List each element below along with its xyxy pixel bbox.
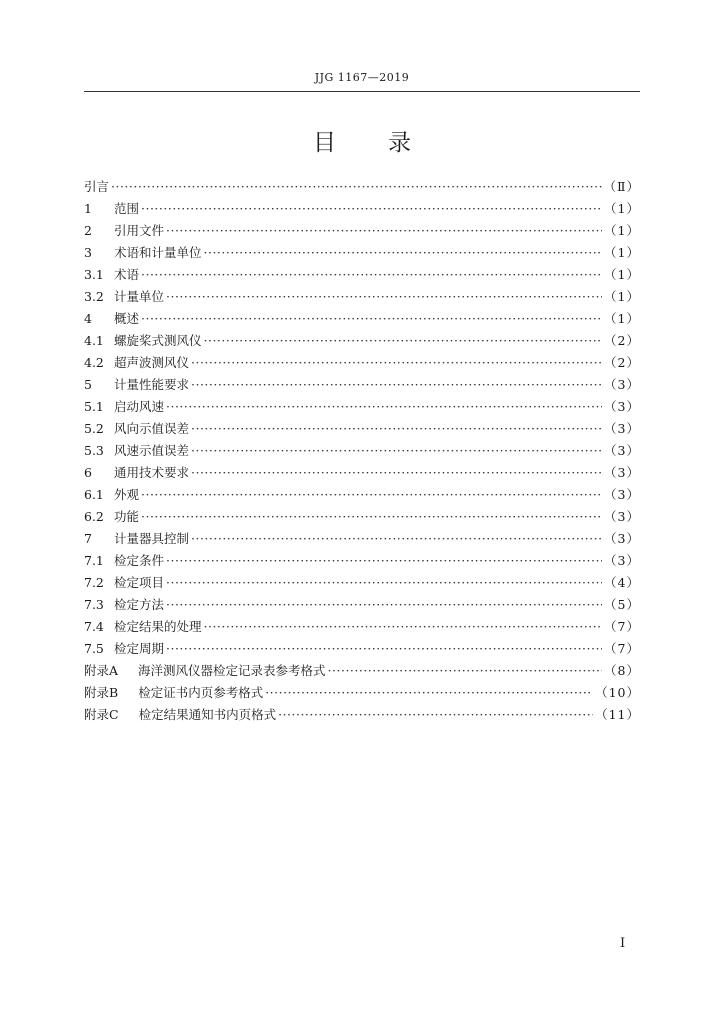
toc-entry-number: 7.5	[84, 641, 104, 656]
toc-leader-dots	[204, 616, 603, 638]
toc-entry-number: 6.2	[84, 509, 104, 524]
toc-entry-label: 螺旋桨式测风仪	[114, 333, 202, 348]
toc-entry-3[interactable]	[84, 242, 640, 264]
toc-entry-number: 附录C	[84, 707, 119, 722]
toc-entry-label: 引用文件	[114, 223, 165, 238]
toc-entry-3-2[interactable]	[84, 286, 640, 308]
toc-entry-label: 计量性能要求	[114, 377, 190, 392]
toc-entry-label: 检定结果的处理	[114, 619, 202, 634]
toc-entry-2[interactable]	[84, 220, 640, 242]
toc-entry-page: （4）	[604, 575, 640, 590]
toc-entry-page: （3）	[604, 553, 640, 568]
toc-leader-dots	[141, 198, 602, 220]
toc-entry-6[interactable]	[84, 462, 640, 484]
toc-leader-dots	[166, 638, 602, 660]
toc-leader-dots	[191, 352, 602, 374]
toc-entry-7-4[interactable]	[84, 616, 640, 638]
toc-leader-dots	[141, 264, 602, 286]
toc-leader-dots	[166, 396, 602, 418]
toc-leader-dots	[166, 220, 602, 242]
toc-entry-7-3[interactable]	[84, 594, 640, 616]
toc-entry-number: 1	[84, 201, 92, 216]
toc-entry-label: 概述	[114, 311, 140, 326]
toc-entry-label: 范围	[114, 201, 140, 216]
header-divider	[84, 91, 640, 92]
toc-entry-number: 7	[84, 531, 92, 546]
toc-entry-page: （3）	[604, 531, 640, 546]
toc-leader-dots	[191, 374, 602, 396]
toc-entry-5-2[interactable]	[84, 418, 640, 440]
toc-entry-preface[interactable]	[84, 176, 640, 198]
toc-entry-label: 计量单位	[114, 289, 165, 304]
toc-entry-page: （7）	[604, 641, 640, 656]
toc-entry-number: 4.2	[84, 355, 104, 370]
toc-leader-dots	[141, 506, 602, 528]
toc-leader-dots	[166, 594, 602, 616]
toc-entry-number: 附录A	[84, 663, 119, 678]
toc-entry-number: 3.2	[84, 289, 104, 304]
toc-entry-number: 2	[84, 223, 92, 238]
toc-entry-label: 功能	[114, 509, 140, 524]
toc-entry-page: （3）	[604, 443, 640, 458]
toc-entry-page: （7）	[604, 619, 640, 634]
toc-entry-number: 6.1	[84, 487, 104, 502]
toc-entry-page: （1）	[604, 289, 640, 304]
toc-leader-dots	[166, 286, 602, 308]
toc-entry-6-2[interactable]	[84, 506, 640, 528]
toc-entry-page: （2）	[604, 355, 640, 370]
toc-entry-page: （5）	[604, 597, 640, 612]
toc-entry-page: （1）	[604, 223, 640, 238]
toc-entry-label: 超声波测风仪	[114, 355, 190, 370]
toc-entry-label: 检定结果通知书内页格式	[138, 707, 277, 722]
toc-title-char-1: 目	[313, 130, 336, 156]
toc-leader-dots	[191, 418, 602, 440]
toc-entry-page: （Ⅱ）	[603, 179, 640, 194]
toc-leader-dots	[141, 308, 602, 330]
toc-entry-number: 5.3	[84, 443, 104, 458]
toc-leader-dots	[141, 484, 602, 506]
toc-leader-dots	[166, 550, 602, 572]
toc-entry-label: 引言	[84, 179, 110, 194]
toc-leader-dots	[265, 682, 593, 704]
toc-entry-label: 通用技术要求	[114, 465, 190, 480]
toc-leader-dots	[191, 462, 602, 484]
toc-entry-label: 计量器具控制	[114, 531, 190, 546]
toc-leader-dots	[204, 242, 603, 264]
toc-entry-number: 4.1	[84, 333, 104, 348]
toc-entry-page: （3）	[604, 465, 640, 480]
toc-entry-page: （1）	[604, 311, 640, 326]
toc-entry-page: （1）	[604, 201, 640, 216]
toc-entry-label: 检定条件	[114, 553, 165, 568]
toc-entry-6-1[interactable]	[84, 484, 640, 506]
toc-entry-page: （10）	[595, 685, 640, 700]
toc-leader-dots	[278, 704, 593, 726]
toc-entry-number: 7.1	[84, 553, 104, 568]
toc-entry-1[interactable]	[84, 198, 640, 220]
toc-entry-label: 海洋测风仪器检定记录表参考格式	[138, 663, 326, 678]
toc-leader-dots	[111, 176, 601, 198]
table-of-contents	[84, 176, 640, 726]
toc-entry-7-1[interactable]	[84, 550, 640, 572]
standard-code-header: JJG 1167—2019	[314, 71, 410, 84]
toc-entry-page: （8）	[604, 663, 640, 678]
page-number: I	[620, 936, 626, 951]
toc-entry-number: 5.1	[84, 399, 104, 414]
toc-entry-label: 风向示值误差	[114, 421, 190, 436]
toc-entry-label: 外观	[114, 487, 140, 502]
toc-entry-number: 7.4	[84, 619, 104, 634]
toc-leader-dots	[191, 440, 602, 462]
toc-entry-7-2[interactable]	[84, 572, 640, 594]
toc-entry-page: （3）	[604, 487, 640, 502]
toc-entry-7-5[interactable]	[84, 638, 640, 660]
toc-entry-label: 术语	[114, 267, 140, 282]
toc-entry-number: 4	[84, 311, 92, 326]
toc-entry-label: 术语和计量单位	[114, 245, 202, 260]
toc-entry-label: 风速示值误差	[114, 443, 190, 458]
toc-entry-page: （3）	[604, 377, 640, 392]
toc-entry-5-1[interactable]	[84, 396, 640, 418]
toc-entry-5[interactable]	[84, 374, 640, 396]
toc-entry-page: （1）	[604, 245, 640, 260]
toc-entry-7[interactable]	[84, 528, 640, 550]
toc-entry-page: （1）	[604, 267, 640, 282]
toc-entry-page: （3）	[604, 399, 640, 414]
toc-entry-4-1[interactable]	[84, 330, 640, 352]
toc-entry-number: 7.2	[84, 575, 104, 590]
toc-leader-dots	[166, 572, 602, 594]
toc-entry-page: （11）	[595, 707, 640, 722]
toc-leader-dots	[204, 330, 603, 352]
toc-entry-label: 检定周期	[114, 641, 165, 656]
toc-entry-number: 5	[84, 377, 92, 392]
toc-entry-number: 3.1	[84, 267, 104, 282]
toc-entry-number: 3	[84, 245, 92, 260]
toc-title-char-2: 录	[388, 130, 411, 156]
toc-entry-page: （3）	[604, 421, 640, 436]
toc-leader-dots	[328, 660, 603, 682]
toc-entry-number: 附录B	[84, 685, 119, 700]
toc-entry-appendix-c[interactable]	[84, 704, 640, 726]
toc-leader-dots	[191, 528, 602, 550]
toc-entry-number: 5.2	[84, 421, 104, 436]
toc-entry-page: （3）	[604, 509, 640, 524]
toc-entry-appendix-b[interactable]	[84, 682, 640, 704]
toc-entry-4[interactable]	[84, 308, 640, 330]
toc-entry-appendix-a[interactable]	[84, 660, 640, 682]
toc-entry-page: （2）	[604, 333, 640, 348]
toc-entry-number: 7.3	[84, 597, 104, 612]
toc-entry-label: 检定方法	[114, 597, 165, 612]
toc-entry-5-3[interactable]	[84, 440, 640, 462]
toc-entry-number: 6	[84, 465, 92, 480]
toc-entry-3-1[interactable]	[84, 264, 640, 286]
toc-entry-label: 检定项目	[114, 575, 165, 590]
toc-entry-label: 启动风速	[114, 399, 165, 414]
toc-title	[0, 124, 724, 157]
toc-entry-4-2[interactable]	[84, 352, 640, 374]
toc-entry-label: 检定证书内页参考格式	[138, 685, 264, 700]
